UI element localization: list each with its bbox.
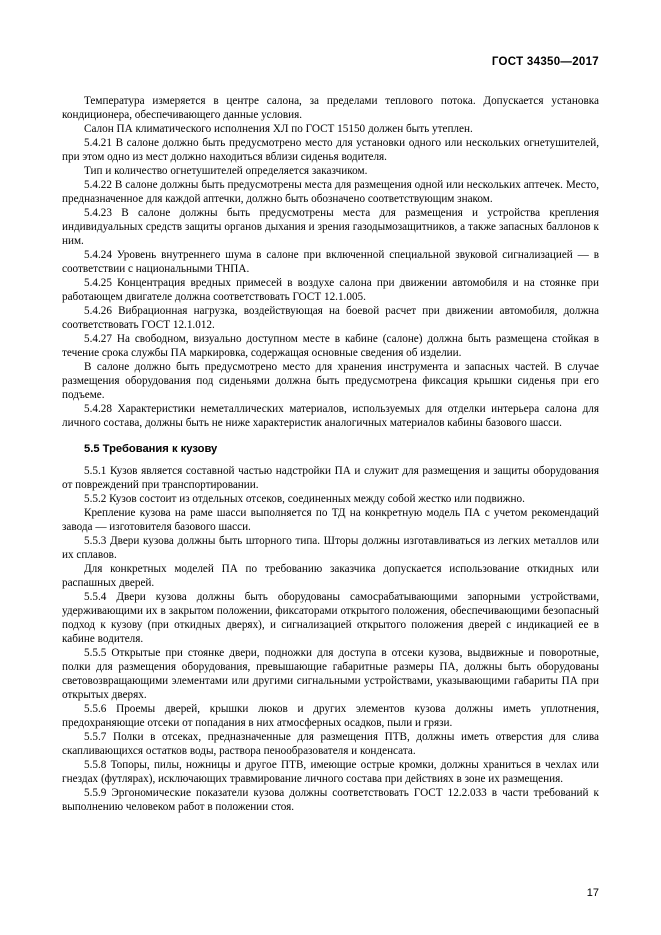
paragraph: Салон ПА климатического исполнения ХЛ по ГОСТ 15150 должен быть утеплен. xyxy=(84,123,473,135)
paragraph: 5.5.9 Эргономические показатели кузова должны соответствовать ГОСТ 12.2.033 в части требований к выполнению человеком работ в положении стоя. xyxy=(62,787,599,813)
paragraph: Температура измеряется в центре салона, за пределами теплового потока. Допускается установка кондиционера, обеспечивающего данные условия. xyxy=(62,95,599,121)
paragraph: 5.5.5 Открытые при стоянке двери, подножки для доступа в отсеки кузова, выдвижные и поворотные, полки для размещения оборудования, превышающие габаритные размеры ПА, должны быть оборудованы световозвращающими элементами или другими сигнальными устройствами, указывающими габариты ПА при открытых дверях. xyxy=(62,647,599,701)
paragraph: Для конкретных моделей ПА по требованию заказчика допускается использование откидных или распашных дверей. xyxy=(62,563,599,589)
body-text-section xyxy=(62,464,599,814)
paragraph: 5.4.23 В салоне должны быть предусмотрены места для размещения и устройства крепления индивидуальных средств защиты органов дыхания и зрения газодымозащитников, а также запасных баллонов к ним. xyxy=(62,207,599,247)
paragraph: 5.5.8 Топоры, пилы, ножницы и другое ПТВ, имеющие острые кромки, должны храниться в чехлах или гнездах (футлярах), исключающих травмирование личного состава при действиях в зоне их размещения. xyxy=(62,759,599,785)
paragraph: 5.5.1 Кузов является составной частью надстройки ПА и служит для размещения и защиты оборудования от повреждений при транспортировании. xyxy=(62,465,599,491)
paragraph: 5.5.3 Двери кузова должны быть шторного типа. Шторы должны изготавливаться из легких металлов или их сплавов. xyxy=(62,535,599,561)
paragraph: 5.4.27 На свободном, визуально доступном месте в кабине (салоне) должна быть размещена стойкая в течение срока службы ПА маркировка, содержащая основные сведения об изделии. xyxy=(62,333,599,359)
paragraph: 5.5.6 Проемы дверей, крышки люков и других элементов кузова должны иметь уплотнения, предохраняющие отсеки от попадания в них атмосферных осадков, пыли и грязи. xyxy=(62,703,599,729)
paragraph: 5.4.25 Концентрация вредных примесей в воздухе салона при движении автомобиля и на стоянке при работающем двигателе должна соответствовать ГОСТ 12.1.005. xyxy=(62,277,599,303)
paragraph: 5.4.24 Уровень внутреннего шума в салоне при включенной специальной звуковой сигнализацией — в соответствии с национальными ТНПА. xyxy=(62,249,599,275)
paragraph: В салоне должно быть предусмотрено место для хранения инструмента и запасных частей. В случае размещения оборудования под сиденьями должна быть предусмотрена фиксация крышки сиденья при его подъеме. xyxy=(62,361,599,401)
paragraph: 5.5.2 Кузов состоит из отдельных отсеков, соединенных между собой жестко или подвижно. xyxy=(84,493,525,505)
paragraph: Крепление кузова на раме шасси выполняется по ТД на конкретную модель ПА с учетом рекомендаций завода — изготовителя базового шасси. xyxy=(62,507,599,533)
paragraph: Тип и количество огнетушителей определяется заказчиком. xyxy=(84,165,368,177)
paragraph: 5.5.7 Полки в отсеках, предназначенные для размещения ПТВ, должны иметь отверстия для слива скапливающихся остатков воды, раствора пенообразователя и конденсата. xyxy=(62,731,599,757)
paragraph: 5.4.21 В салоне должно быть предусмотрено место для установки одного или нескольких огнетушителей, при этом одно из мест должно находиться вблизи сиденья водителя. xyxy=(62,137,599,163)
body-text-top xyxy=(62,94,599,430)
paragraph: 5.4.28 Характеристики неметаллических материалов, используемых для отделки интерьера салона для личного состава, должны быть не ниже характеристик аналогичных материалов кабины базового шасси. xyxy=(62,403,599,429)
paragraph: 5.4.22 В салоне должны быть предусмотрены места для размещения одной или нескольких аптечек. Место, предназначенное для каждой аптечки, должно быть обозначено соответствующим знаком. xyxy=(62,179,599,205)
paragraph: 5.5.4 Двери кузова должны быть оборудованы самосрабатывающими запорными устройствами, удерживающими их в закрытом положении, фиксаторами открытого положения, обеспечивающими безопасный подход к кузову (при откидных дверях), и сигнализацией открытого положения дверей с индикацией ее в кабине водителя. xyxy=(62,591,599,645)
page-number: 17 xyxy=(586,887,599,899)
section-heading: 5.5 Требования к кузову xyxy=(84,443,218,455)
page-header: ГОСТ 34350—2017 xyxy=(491,56,599,68)
paragraph: 5.4.26 Вибрационная нагрузка, воздействующая на боевой расчет при движении автомобиля, должна соответствовать ГОСТ 12.1.012. xyxy=(62,305,599,331)
